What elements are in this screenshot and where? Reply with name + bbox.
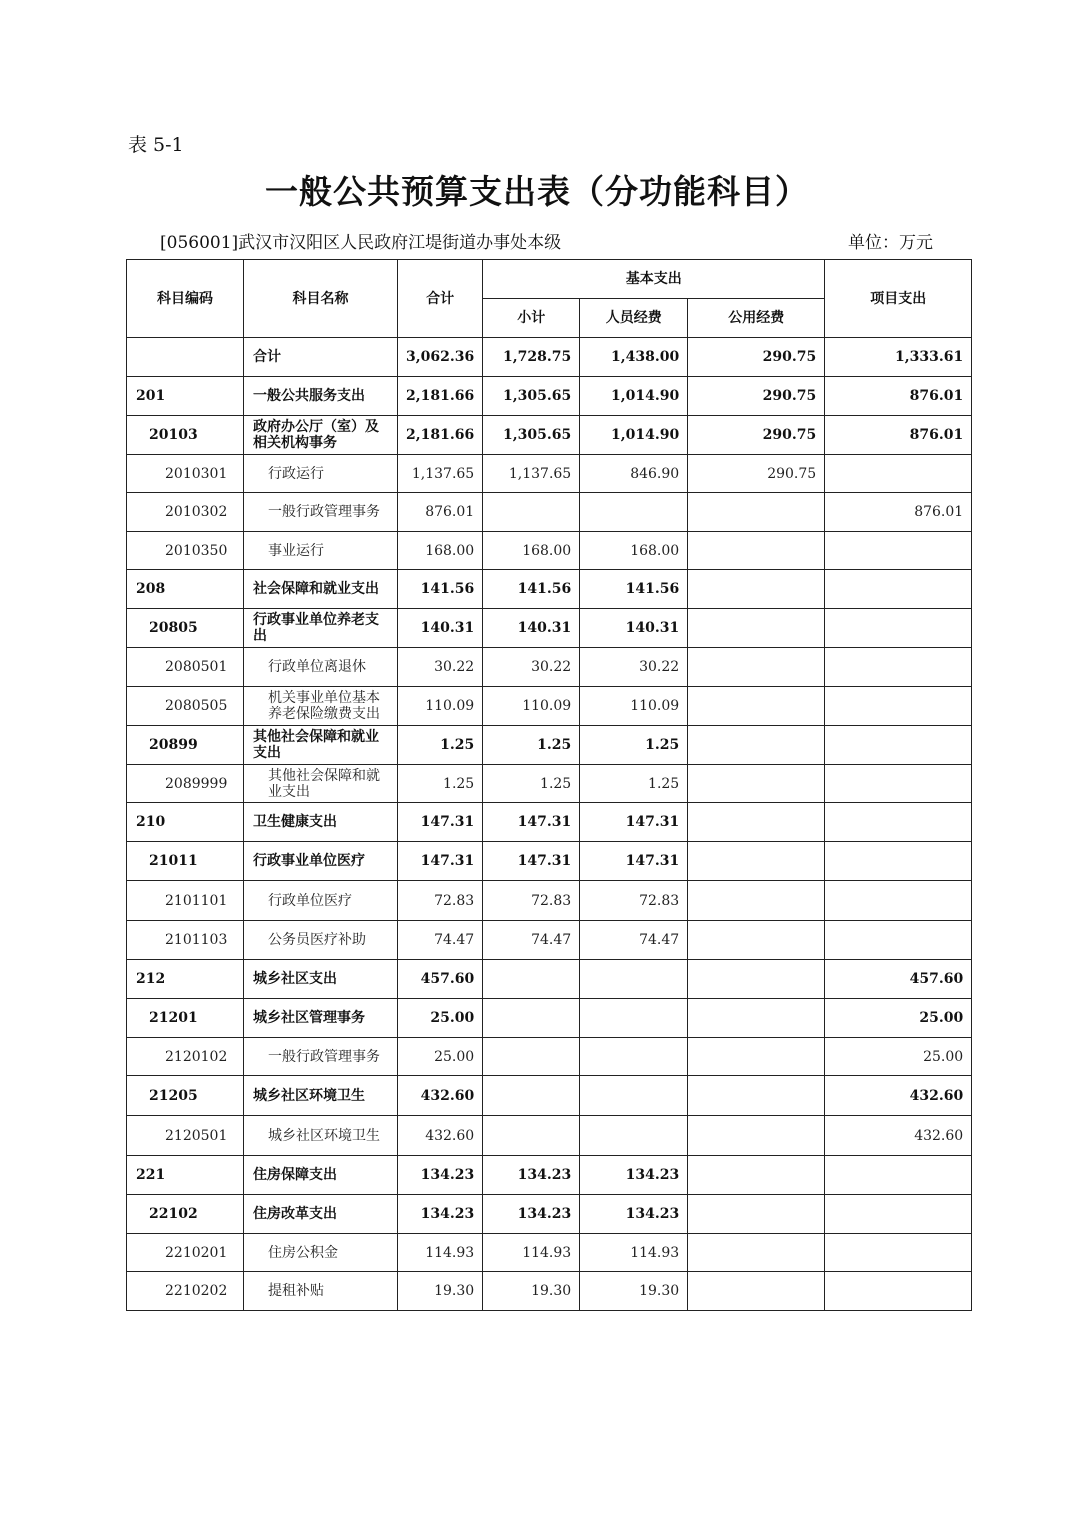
cell-public bbox=[688, 765, 825, 803]
cell-name: 城乡社区管理事务 bbox=[244, 999, 398, 1038]
cell-project: 876.01 bbox=[825, 377, 972, 416]
cell-name: 合计 bbox=[244, 338, 398, 377]
cell-personnel bbox=[580, 999, 688, 1038]
cell-project: 876.01 bbox=[825, 493, 972, 532]
header-basic: 基本支出 bbox=[483, 260, 825, 299]
cell-code: 20899 bbox=[127, 726, 244, 765]
cell-code: 201 bbox=[127, 377, 244, 416]
cell-project bbox=[825, 455, 972, 493]
cell-personnel: 19.30 bbox=[580, 1272, 688, 1311]
cell-total: 25.00 bbox=[398, 999, 483, 1038]
cell-personnel: 1,438.00 bbox=[580, 338, 688, 377]
cell-subtotal: 1,305.65 bbox=[483, 377, 580, 416]
table-body bbox=[127, 338, 972, 1311]
cell-code: 208 bbox=[127, 570, 244, 609]
cell-personnel bbox=[580, 1116, 688, 1156]
cell-public bbox=[688, 1038, 825, 1076]
cell-public: 290.75 bbox=[688, 416, 825, 455]
cell-name: 住房公积金 bbox=[244, 1234, 398, 1272]
table-row bbox=[127, 1156, 972, 1195]
cell-project bbox=[825, 687, 972, 726]
table-row bbox=[127, 842, 972, 881]
cell-total: 114.93 bbox=[398, 1234, 483, 1272]
cell-code: 2080501 bbox=[127, 648, 244, 687]
cell-personnel: 1.25 bbox=[580, 726, 688, 765]
cell-personnel bbox=[580, 1076, 688, 1116]
cell-subtotal bbox=[483, 1076, 580, 1116]
table-row bbox=[127, 726, 972, 765]
cell-name: 卫生健康支出 bbox=[244, 803, 398, 842]
table-row bbox=[127, 960, 972, 999]
cell-name: 政府办公厅（室）及相关机构事务 bbox=[244, 416, 398, 455]
cell-public bbox=[688, 687, 825, 726]
table-row bbox=[127, 416, 972, 455]
cell-total: 25.00 bbox=[398, 1038, 483, 1076]
cell-project: 876.01 bbox=[825, 416, 972, 455]
cell-public bbox=[688, 532, 825, 570]
cell-public bbox=[688, 803, 825, 842]
cell-total: 140.31 bbox=[398, 609, 483, 648]
cell-name: 一般行政管理事务 bbox=[244, 1038, 398, 1076]
cell-total: 432.60 bbox=[398, 1076, 483, 1116]
cell-subtotal bbox=[483, 493, 580, 532]
cell-subtotal: 1,137.65 bbox=[483, 455, 580, 493]
cell-project bbox=[825, 1195, 972, 1234]
expenditure-table bbox=[126, 259, 972, 1311]
cell-project bbox=[825, 1234, 972, 1272]
cell-name: 一般公共服务支出 bbox=[244, 377, 398, 416]
cell-code: 2080505 bbox=[127, 687, 244, 726]
cell-total: 2,181.66 bbox=[398, 377, 483, 416]
table-row bbox=[127, 609, 972, 648]
cell-name: 公务员医疗补助 bbox=[244, 921, 398, 960]
table-row bbox=[127, 377, 972, 416]
cell-project bbox=[825, 726, 972, 765]
cell-public bbox=[688, 999, 825, 1038]
cell-project bbox=[825, 1156, 972, 1195]
cell-project bbox=[825, 609, 972, 648]
cell-public bbox=[688, 1234, 825, 1272]
cell-subtotal bbox=[483, 1116, 580, 1156]
table-row bbox=[127, 803, 972, 842]
cell-name: 住房保障支出 bbox=[244, 1156, 398, 1195]
cell-personnel: 141.56 bbox=[580, 570, 688, 609]
cell-personnel: 140.31 bbox=[580, 609, 688, 648]
header-code: 科目编码 bbox=[127, 260, 244, 338]
cell-name: 行政运行 bbox=[244, 455, 398, 493]
cell-code: 20103 bbox=[127, 416, 244, 455]
table-row bbox=[127, 881, 972, 921]
cell-subtotal: 168.00 bbox=[483, 532, 580, 570]
cell-project bbox=[825, 842, 972, 881]
cell-name: 行政单位离退休 bbox=[244, 648, 398, 687]
cell-subtotal bbox=[483, 999, 580, 1038]
table-row bbox=[127, 1195, 972, 1234]
cell-name: 住房改革支出 bbox=[244, 1195, 398, 1234]
cell-subtotal: 147.31 bbox=[483, 842, 580, 881]
cell-project bbox=[825, 803, 972, 842]
cell-name: 提租补贴 bbox=[244, 1272, 398, 1311]
cell-public bbox=[688, 726, 825, 765]
table-row bbox=[127, 687, 972, 726]
header-total: 合计 bbox=[398, 260, 483, 338]
cell-project: 25.00 bbox=[825, 999, 972, 1038]
cell-subtotal: 1,728.75 bbox=[483, 338, 580, 377]
cell-public bbox=[688, 842, 825, 881]
cell-subtotal: 72.83 bbox=[483, 881, 580, 921]
cell-name: 城乡社区环境卫生 bbox=[244, 1076, 398, 1116]
cell-subtotal: 114.93 bbox=[483, 1234, 580, 1272]
table-row bbox=[127, 1272, 972, 1311]
table-row bbox=[127, 532, 972, 570]
cell-project bbox=[825, 921, 972, 960]
cell-code: 210 bbox=[127, 803, 244, 842]
cell-subtotal: 1.25 bbox=[483, 765, 580, 803]
cell-code bbox=[127, 338, 244, 377]
table-row bbox=[127, 999, 972, 1038]
cell-project: 457.60 bbox=[825, 960, 972, 999]
cell-personnel: 134.23 bbox=[580, 1195, 688, 1234]
cell-project bbox=[825, 532, 972, 570]
cell-total: 457.60 bbox=[398, 960, 483, 999]
cell-total: 72.83 bbox=[398, 881, 483, 921]
table-row bbox=[127, 648, 972, 687]
cell-total: 147.31 bbox=[398, 803, 483, 842]
table-row bbox=[127, 1116, 972, 1156]
cell-personnel: 147.31 bbox=[580, 803, 688, 842]
cell-name: 其他社会保障和就业支出 bbox=[244, 726, 398, 765]
header-name: 科目名称 bbox=[244, 260, 398, 338]
cell-total: 74.47 bbox=[398, 921, 483, 960]
cell-public: 290.75 bbox=[688, 455, 825, 493]
cell-total: 876.01 bbox=[398, 493, 483, 532]
table-row bbox=[127, 455, 972, 493]
cell-subtotal: 19.30 bbox=[483, 1272, 580, 1311]
cell-total: 2,181.66 bbox=[398, 416, 483, 455]
cell-code: 21205 bbox=[127, 1076, 244, 1116]
cell-public bbox=[688, 493, 825, 532]
cell-subtotal: 110.09 bbox=[483, 687, 580, 726]
cell-total: 3,062.36 bbox=[398, 338, 483, 377]
cell-subtotal bbox=[483, 1038, 580, 1076]
cell-code: 22102 bbox=[127, 1195, 244, 1234]
cell-project: 25.00 bbox=[825, 1038, 972, 1076]
cell-subtotal: 140.31 bbox=[483, 609, 580, 648]
table-number: 表 5-1 bbox=[128, 134, 184, 156]
header-personnel: 人员经费 bbox=[580, 299, 688, 338]
cell-total: 1,137.65 bbox=[398, 455, 483, 493]
cell-total: 147.31 bbox=[398, 842, 483, 881]
cell-name: 机关事业单位基本养老保险缴费支出 bbox=[244, 687, 398, 726]
cell-code: 2101103 bbox=[127, 921, 244, 960]
cell-public bbox=[688, 1195, 825, 1234]
cell-personnel: 168.00 bbox=[580, 532, 688, 570]
cell-subtotal: 74.47 bbox=[483, 921, 580, 960]
table-header bbox=[127, 260, 972, 338]
cell-subtotal: 1.25 bbox=[483, 726, 580, 765]
cell-total: 30.22 bbox=[398, 648, 483, 687]
cell-total: 141.56 bbox=[398, 570, 483, 609]
page-title: 一般公共预算支出表（分功能科目） bbox=[265, 172, 809, 211]
cell-code: 2120501 bbox=[127, 1116, 244, 1156]
cell-personnel: 74.47 bbox=[580, 921, 688, 960]
cell-project bbox=[825, 1272, 972, 1311]
cell-public bbox=[688, 1076, 825, 1116]
cell-total: 134.23 bbox=[398, 1195, 483, 1234]
table-row bbox=[127, 1038, 972, 1076]
cell-total: 19.30 bbox=[398, 1272, 483, 1311]
cell-public: 290.75 bbox=[688, 377, 825, 416]
cell-personnel bbox=[580, 1038, 688, 1076]
cell-personnel: 72.83 bbox=[580, 881, 688, 921]
cell-public bbox=[688, 648, 825, 687]
cell-public: 290.75 bbox=[688, 338, 825, 377]
cell-public bbox=[688, 609, 825, 648]
cell-project bbox=[825, 570, 972, 609]
cell-code: 2089999 bbox=[127, 765, 244, 803]
cell-project: 432.60 bbox=[825, 1076, 972, 1116]
cell-personnel bbox=[580, 960, 688, 999]
cell-code: 2010301 bbox=[127, 455, 244, 493]
cell-code: 2010350 bbox=[127, 532, 244, 570]
cell-code: 20805 bbox=[127, 609, 244, 648]
cell-total: 110.09 bbox=[398, 687, 483, 726]
cell-total: 134.23 bbox=[398, 1156, 483, 1195]
cell-personnel: 846.90 bbox=[580, 455, 688, 493]
cell-public bbox=[688, 1272, 825, 1311]
cell-subtotal bbox=[483, 960, 580, 999]
cell-personnel bbox=[580, 493, 688, 532]
table-row bbox=[127, 570, 972, 609]
table-row bbox=[127, 493, 972, 532]
cell-personnel: 1.25 bbox=[580, 765, 688, 803]
cell-project: 432.60 bbox=[825, 1116, 972, 1156]
budget-unit: [056001]武汉市汉阳区人民政府江堤街道办事处本级 bbox=[160, 233, 562, 253]
cell-code: 221 bbox=[127, 1156, 244, 1195]
cell-subtotal: 134.23 bbox=[483, 1156, 580, 1195]
cell-project bbox=[825, 881, 972, 921]
table-row bbox=[127, 1234, 972, 1272]
header-public: 公用经费 bbox=[688, 299, 825, 338]
cell-public bbox=[688, 570, 825, 609]
cell-code: 2010302 bbox=[127, 493, 244, 532]
cell-name: 一般行政管理事务 bbox=[244, 493, 398, 532]
cell-personnel: 110.09 bbox=[580, 687, 688, 726]
cell-subtotal: 30.22 bbox=[483, 648, 580, 687]
cell-code: 2101101 bbox=[127, 881, 244, 921]
cell-project bbox=[825, 648, 972, 687]
cell-personnel: 147.31 bbox=[580, 842, 688, 881]
cell-personnel: 1,014.90 bbox=[580, 416, 688, 455]
cell-total: 432.60 bbox=[398, 1116, 483, 1156]
cell-public bbox=[688, 921, 825, 960]
cell-subtotal: 134.23 bbox=[483, 1195, 580, 1234]
cell-name: 行政事业单位养老支出 bbox=[244, 609, 398, 648]
table-row bbox=[127, 1076, 972, 1116]
cell-name: 行政单位医疗 bbox=[244, 881, 398, 921]
cell-project bbox=[825, 765, 972, 803]
table-row bbox=[127, 921, 972, 960]
cell-name: 事业运行 bbox=[244, 532, 398, 570]
cell-code: 21201 bbox=[127, 999, 244, 1038]
cell-personnel: 114.93 bbox=[580, 1234, 688, 1272]
cell-personnel: 30.22 bbox=[580, 648, 688, 687]
cell-total: 168.00 bbox=[398, 532, 483, 570]
cell-total: 1.25 bbox=[398, 765, 483, 803]
cell-public bbox=[688, 960, 825, 999]
cell-personnel: 1,014.90 bbox=[580, 377, 688, 416]
header-subtotal: 小计 bbox=[483, 299, 580, 338]
cell-public bbox=[688, 1116, 825, 1156]
cell-name: 社会保障和就业支出 bbox=[244, 570, 398, 609]
cell-name: 行政事业单位医疗 bbox=[244, 842, 398, 881]
currency-unit: 单位：万元 bbox=[848, 233, 933, 253]
cell-subtotal: 1,305.65 bbox=[483, 416, 580, 455]
header-project: 项目支出 bbox=[825, 260, 972, 338]
cell-code: 212 bbox=[127, 960, 244, 999]
cell-subtotal: 147.31 bbox=[483, 803, 580, 842]
cell-project: 1,333.61 bbox=[825, 338, 972, 377]
cell-name: 其他社会保障和就业支出 bbox=[244, 765, 398, 803]
cell-total: 1.25 bbox=[398, 726, 483, 765]
cell-code: 2210202 bbox=[127, 1272, 244, 1311]
cell-name: 城乡社区环境卫生 bbox=[244, 1116, 398, 1156]
table-row bbox=[127, 765, 972, 803]
cell-public bbox=[688, 881, 825, 921]
cell-subtotal: 141.56 bbox=[483, 570, 580, 609]
cell-code: 2210201 bbox=[127, 1234, 244, 1272]
cell-personnel: 134.23 bbox=[580, 1156, 688, 1195]
table-row bbox=[127, 338, 972, 377]
cell-public bbox=[688, 1156, 825, 1195]
cell-code: 21011 bbox=[127, 842, 244, 881]
cell-name: 城乡社区支出 bbox=[244, 960, 398, 999]
cell-code: 2120102 bbox=[127, 1038, 244, 1076]
